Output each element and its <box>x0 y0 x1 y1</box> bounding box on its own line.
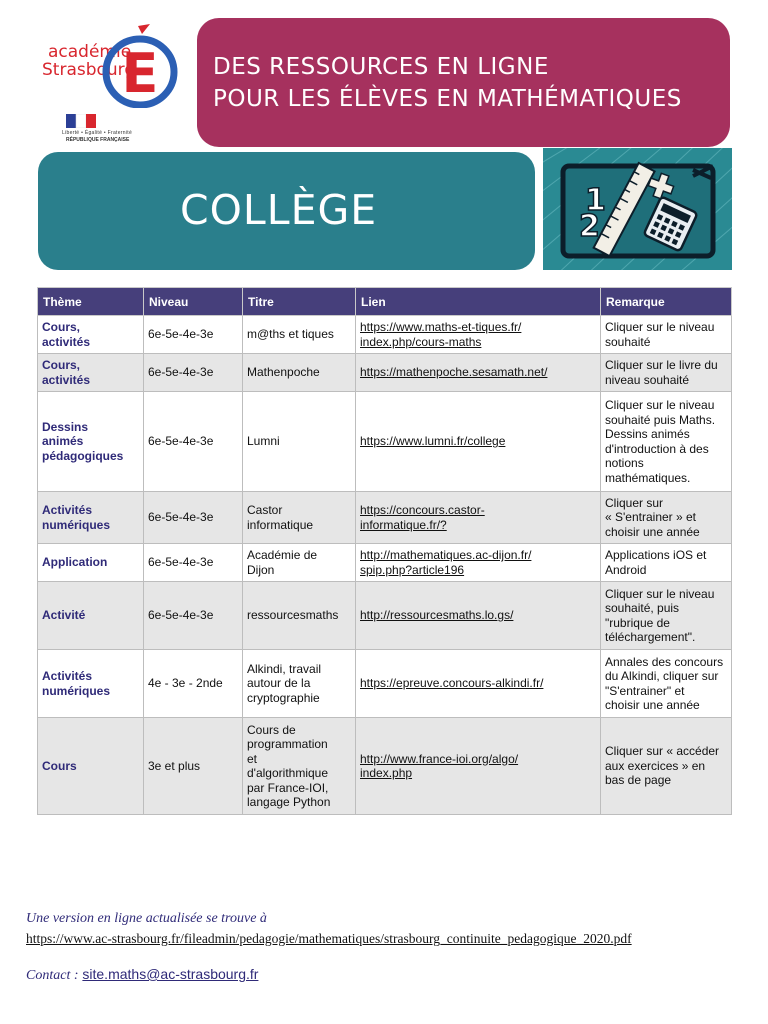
cell-niveau-line: 6e-5e-4e-3e <box>148 327 214 342</box>
cell-theme-line: activités <box>42 334 91 349</box>
cell-titre <box>243 316 356 354</box>
cell-remarque <box>601 354 732 392</box>
cell-theme <box>38 316 144 354</box>
cell-niveau <box>144 354 243 392</box>
cell-lien-link-line[interactable]: https://mathenpoche.sesamath.net/ <box>360 365 548 380</box>
cell-remarque-line: niveau souhaité <box>605 372 690 387</box>
cell-lien-link[interactable] <box>356 544 601 582</box>
cell-theme <box>38 650 144 718</box>
cell-titre-line: ressourcesmaths <box>247 608 339 623</box>
logo-motto: Liberté • Égalité • Fraternité <box>62 130 133 136</box>
cell-remarque-line: Cliquer sur <box>605 495 664 510</box>
academie-e-icon <box>100 22 180 108</box>
cell-lien-link-line[interactable]: https://www.maths-et-tiques.fr/ <box>360 320 522 334</box>
cell-theme <box>38 492 144 544</box>
table-row <box>38 354 732 392</box>
cell-niveau <box>144 544 243 582</box>
cell-lien-link-line[interactable]: https://concours.castor- <box>360 503 485 517</box>
cell-remarque-line: Cliquer sur le niveau <box>605 320 715 334</box>
academie-logo <box>36 22 186 152</box>
cell-titre <box>243 492 356 544</box>
logo-republic: RÉPUBLIQUE FRANÇAISE <box>66 137 130 143</box>
cell-theme-line: Activités <box>42 503 93 517</box>
cell-theme <box>38 544 144 582</box>
cell-theme-line: Dessins <box>42 419 89 434</box>
cell-remarque <box>601 392 732 492</box>
table-row <box>38 718 732 815</box>
cell-remarque-line: souhaité <box>605 334 651 349</box>
cell-titre-line: informatique <box>247 517 314 532</box>
cell-remarque <box>601 650 732 718</box>
cell-remarque-line: « S'entrainer » et <box>605 510 697 525</box>
cell-remarque-line: souhaité, puis <box>605 601 680 615</box>
cell-titre-line: Cours de <box>247 722 296 737</box>
contact-label: Contact : <box>26 968 79 983</box>
cell-titre-line: autour de la <box>247 676 311 691</box>
table-header-row <box>38 288 732 316</box>
cell-niveau-line: 3e et plus <box>148 758 201 773</box>
cell-theme-line: Activités <box>42 669 93 683</box>
cell-titre <box>243 718 356 815</box>
header-banner <box>197 18 730 147</box>
cell-theme-line: pédagogiques <box>42 448 124 463</box>
cell-niveau <box>144 392 243 492</box>
footer-url-link[interactable]: https://www.ac-strasbourg.fr/fileadmin/pedagogie/mathematiques/strasbourg_continuite_pedagogique_2020.pdf <box>26 931 632 946</box>
cell-lien-link-line[interactable]: http://ressourcesmaths.lo.gs/ <box>360 608 514 623</box>
header-line-2: POUR LES ÉLÈVES EN MATHÉMATIQUES <box>213 86 682 112</box>
cell-lien-link[interactable] <box>356 718 601 815</box>
cell-lien-link[interactable] <box>356 492 601 544</box>
table-row <box>38 650 732 718</box>
cell-titre-line: programmation <box>247 737 328 751</box>
cell-remarque-line: Applications iOS et <box>605 548 707 562</box>
cell-remarque-line: "rubrique de <box>605 615 670 630</box>
cell-theme-line: Cours, <box>42 320 81 334</box>
cell-niveau <box>144 492 243 544</box>
cell-niveau <box>144 718 243 815</box>
resources-table <box>37 287 732 815</box>
table-row <box>38 582 732 650</box>
cell-lien-link-line[interactable]: https://epreuve.concours-alkindi.fr/ <box>360 676 544 691</box>
header-remarque: Remarque <box>601 288 732 316</box>
header-niveau: Niveau <box>144 288 243 316</box>
cell-lien-link-line[interactable]: http://www.france-ioi.org/algo/ <box>360 751 519 766</box>
cell-titre <box>243 650 356 718</box>
svg-text:2: 2 <box>579 209 600 244</box>
cell-niveau-line: 6e-5e-4e-3e <box>148 434 214 449</box>
cell-remarque <box>601 316 732 354</box>
cell-lien-link[interactable] <box>356 316 601 354</box>
cell-niveau-line: 6e-5e-4e-3e <box>148 510 214 525</box>
contact-email-link[interactable]: site.maths@ac-strasbourg.fr <box>82 966 259 982</box>
cell-titre-line: Mathenpoche <box>247 365 320 380</box>
cell-remarque-line: choisir une année <box>605 524 700 539</box>
cell-titre-line: d'algorithmique <box>247 766 329 780</box>
cell-remarque-line: souhaité puis Maths. <box>605 412 716 427</box>
logo-line-academie: académie <box>48 42 132 62</box>
cell-titre-line: par France-IOI, <box>247 780 329 795</box>
cell-lien-link-line[interactable]: http://mathematiques.ac-dijon.fr/ <box>360 548 532 562</box>
cell-remarque-line: Cliquer sur le niveau <box>605 586 715 601</box>
cell-titre-line: langage Python <box>247 795 331 809</box>
cell-theme <box>38 718 144 815</box>
cell-titre-line: m@ths et tiques <box>247 327 334 342</box>
cell-niveau <box>144 316 243 354</box>
svg-text:1: 1 <box>585 183 606 218</box>
cell-remarque-line: Android <box>605 562 647 577</box>
cell-remarque-line: notions <box>605 456 644 470</box>
cell-remarque <box>601 718 732 815</box>
cell-remarque-line: aux exercices » en <box>605 758 706 773</box>
cell-remarque-line: Cliquer sur « accéder <box>605 744 720 759</box>
table-row <box>38 492 732 544</box>
header-theme: Thème <box>38 288 144 316</box>
header-line-1: DES RESSOURCES EN LIGNE <box>213 54 549 80</box>
cell-remarque-line: Cliquer sur le niveau <box>605 398 715 412</box>
cell-remarque-line: téléchargement". <box>605 630 696 644</box>
table-row <box>38 392 732 492</box>
cell-lien-link[interactable] <box>356 650 601 718</box>
cell-niveau <box>144 650 243 718</box>
cell-titre-line: et <box>247 751 258 766</box>
footer-contact <box>26 966 258 984</box>
table-row <box>38 316 732 354</box>
cell-remarque-line: choisir une année <box>605 698 700 712</box>
marianne-flag-icon <box>66 114 96 128</box>
math-tools-illustration-icon <box>543 148 732 270</box>
cell-niveau-line: 4e - 3e - 2nde <box>148 676 223 691</box>
table-row <box>38 544 732 582</box>
cell-theme <box>38 582 144 650</box>
cell-remarque-line: "S'entrainer" et <box>605 683 685 698</box>
footer-note: Une version en ligne actualisée se trouve à <box>26 911 267 926</box>
cell-theme-line: numériques <box>42 517 111 532</box>
header-titre: Titre <box>243 288 356 316</box>
cell-niveau <box>144 582 243 650</box>
cell-lien-link[interactable] <box>356 582 601 650</box>
cell-lien-link[interactable] <box>356 354 601 392</box>
cell-remarque <box>601 492 732 544</box>
cell-titre-line: cryptographie <box>247 690 320 705</box>
cell-niveau-line: 6e-5e-4e-3e <box>148 555 214 570</box>
cell-remarque-line: du Alkindi, cliquer sur <box>605 669 719 683</box>
cell-lien-link-line[interactable]: index.php <box>360 766 413 780</box>
cell-lien-link-line[interactable]: spip.php?article196 <box>360 562 465 577</box>
cell-titre <box>243 354 356 392</box>
cell-theme <box>38 392 144 492</box>
cell-theme-line: Application <box>42 555 108 570</box>
cell-titre-line: Alkindi, travail <box>247 661 322 676</box>
cell-niveau-line: 6e-5e-4e-3e <box>148 608 214 623</box>
cell-titre-line: Castor <box>247 503 283 517</box>
cell-theme-line: numériques <box>42 683 111 698</box>
cell-theme-line: Cours <box>42 758 77 773</box>
cell-lien-link-line[interactable]: index.php/cours-maths <box>360 334 482 349</box>
cell-titre <box>243 544 356 582</box>
cell-remarque-line: Cliquer sur le livre du <box>605 358 718 372</box>
cell-titre-line: Lumni <box>247 434 280 449</box>
svg-text:E: E <box>121 42 159 105</box>
cell-theme-line: activités <box>42 372 91 387</box>
cell-remarque-line: Dessins animés <box>605 427 690 441</box>
header-lien: Lien <box>356 288 601 316</box>
level-title: COLLÈGE <box>180 186 378 234</box>
cell-remarque-line: Annales des concours <box>605 654 724 669</box>
logo-line-strasbourg: Strasbourg <box>42 60 136 80</box>
cell-theme-line: animés <box>42 434 84 449</box>
cell-titre-line: Dijon <box>247 562 275 577</box>
cell-titre <box>243 392 356 492</box>
cell-titre <box>243 582 356 650</box>
cell-remarque-line: d'introduction à des <box>605 441 709 456</box>
cell-remarque-line: bas de page <box>605 773 672 788</box>
cell-theme <box>38 354 144 392</box>
cell-lien-link-line[interactable]: informatique.fr/? <box>360 517 447 532</box>
cell-niveau-line: 6e-5e-4e-3e <box>148 365 214 380</box>
cell-lien-link[interactable] <box>356 392 601 492</box>
cell-theme-line: Cours, <box>42 358 81 372</box>
cell-remarque <box>601 582 732 650</box>
level-banner <box>38 152 535 270</box>
cell-titre-line: Académie de <box>247 548 318 562</box>
cell-lien-link-line[interactable]: https://www.lumni.fr/college <box>360 434 506 449</box>
cell-remarque <box>601 544 732 582</box>
cell-theme-line: Activité <box>42 608 86 623</box>
cell-remarque-line: mathématiques. <box>605 470 691 485</box>
